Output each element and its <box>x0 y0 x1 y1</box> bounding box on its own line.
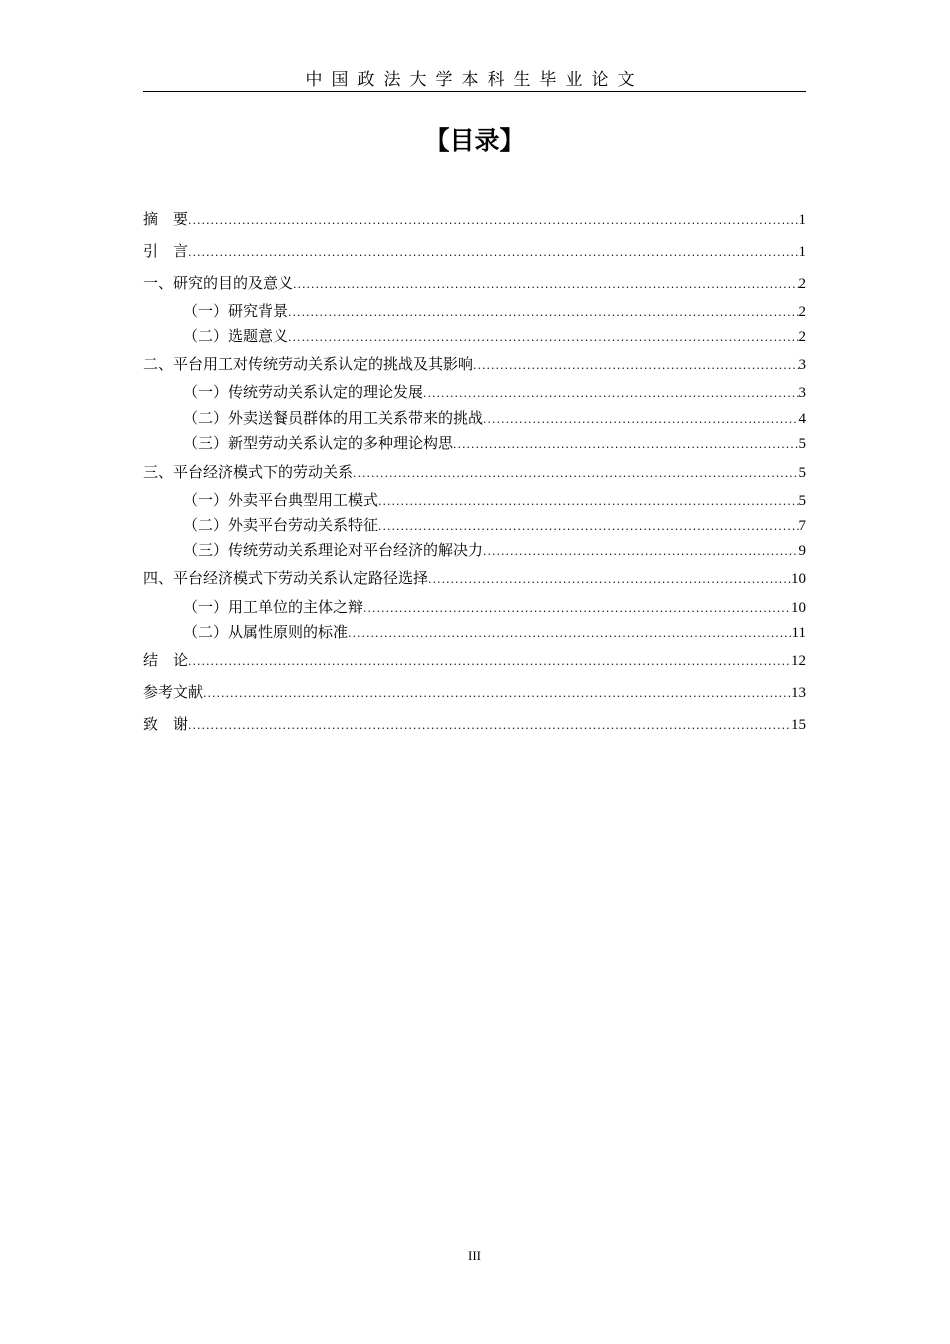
toc-entry-section-3-2[interactable] <box>183 514 806 536</box>
toc-leader-dots <box>288 302 798 324</box>
toc-entry-chapter-1[interactable] <box>143 272 806 294</box>
toc-entry-section-3-1[interactable] <box>183 489 806 511</box>
toc-leader-dots <box>188 651 791 673</box>
toc-entry-page: 10 <box>791 600 806 616</box>
toc-leader-dots <box>203 683 791 705</box>
toc-entry-page: 5 <box>798 493 806 509</box>
table-of-contents <box>143 0 806 760</box>
toc-entry-chapter-2[interactable] <box>143 353 806 375</box>
toc-leader-dots <box>473 355 798 377</box>
toc-leader-dots <box>293 274 798 296</box>
toc-entry-page: 10 <box>791 571 806 587</box>
toc-leader-dots <box>483 541 798 563</box>
toc-entry-page: 2 <box>798 276 806 292</box>
toc-entry-references[interactable] <box>143 681 806 703</box>
toc-entry-label: 三、平台经济模式下的劳动关系 <box>143 463 354 481</box>
toc-entry-page: 15 <box>791 717 806 733</box>
toc-entry-abstract[interactable] <box>143 208 806 230</box>
toc-entry-section-4-1[interactable] <box>183 596 806 618</box>
toc-entry-section-2-3[interactable] <box>183 432 806 454</box>
toc-entry-page: 4 <box>798 411 806 427</box>
toc-leader-dots <box>483 409 798 431</box>
toc-leader-dots <box>453 434 798 456</box>
toc-entry-page: 5 <box>798 465 806 481</box>
toc-entry-page: 1 <box>798 244 806 260</box>
toc-leader-dots <box>378 491 798 513</box>
toc-entry-label: 二、平台用工对传统劳动关系认定的挑战及其影响 <box>143 355 474 373</box>
toc-entry-chapter-4[interactable] <box>143 567 806 589</box>
toc-entry-label: （二）外卖平台劳动关系特征 <box>183 516 379 534</box>
toc-entry-label: 结 论 <box>143 651 189 669</box>
toc-entry-label: 四、平台经济模式下劳动关系认定路径选择 <box>143 569 429 587</box>
toc-leader-dots <box>348 623 792 645</box>
toc-title: 【目录】 <box>424 126 525 155</box>
toc-entry-label: （三）传统劳动关系理论对平台经济的解决力 <box>183 541 484 559</box>
toc-entry-label: （一）用工单位的主体之辩 <box>183 598 364 616</box>
toc-entry-section-2-2[interactable] <box>183 407 806 429</box>
toc-entry-label: 摘 要 <box>143 210 189 228</box>
toc-leader-dots <box>188 210 798 232</box>
toc-entry-label: （三）新型劳动关系认定的多种理论构思 <box>183 434 454 452</box>
toc-entry-label: 参考文献 <box>143 683 204 701</box>
toc-entry-page: 1 <box>798 212 806 228</box>
toc-entry-page: 9 <box>798 543 806 559</box>
toc-entry-section-1-1[interactable] <box>183 300 806 322</box>
toc-entry-label: （一）外卖平台典型用工模式 <box>183 491 379 509</box>
toc-entry-label: （二）外卖送餐员群体的用工关系带来的挑战 <box>183 409 484 427</box>
page-number: III <box>468 1248 481 1263</box>
toc-leader-dots <box>288 327 798 349</box>
toc-entry-page: 2 <box>798 329 806 345</box>
toc-leader-dots <box>423 383 798 405</box>
toc-entry-page: 11 <box>791 625 806 641</box>
toc-leader-dots <box>428 569 791 591</box>
toc-entry-section-1-2[interactable] <box>183 325 806 347</box>
toc-leader-dots <box>188 242 798 264</box>
toc-leader-dots <box>363 598 791 620</box>
toc-entry-page: 13 <box>791 685 806 701</box>
toc-entry-section-3-3[interactable] <box>183 539 806 561</box>
toc-entry-chapter-3[interactable] <box>143 461 806 483</box>
toc-entry-section-4-2[interactable] <box>183 621 806 643</box>
running-header: 中国政法大学本科生毕业论文 <box>305 70 644 90</box>
toc-leader-dots <box>353 463 798 485</box>
toc-entry-page: 3 <box>798 357 806 373</box>
toc-entry-label: 一、研究的目的及意义 <box>143 274 294 292</box>
toc-entry-label: （二）选题意义 <box>183 327 289 345</box>
toc-entry-page: 2 <box>798 304 806 320</box>
toc-entry-page: 5 <box>798 436 806 452</box>
toc-leader-dots <box>378 516 798 538</box>
toc-entry-section-2-1[interactable] <box>183 381 806 403</box>
toc-entry-conclusion[interactable] <box>143 649 806 671</box>
toc-entry-label: 致 谢 <box>143 715 189 733</box>
toc-entry-label: （一）传统劳动关系认定的理论发展 <box>183 383 424 401</box>
toc-entry-introduction[interactable] <box>143 240 806 262</box>
toc-entry-label: （二）从属性原则的标准 <box>183 623 349 641</box>
toc-entry-label: （一）研究背景 <box>183 302 289 320</box>
toc-entry-acknowledgements[interactable] <box>143 713 806 735</box>
toc-entry-page: 7 <box>798 518 806 534</box>
toc-entry-label: 引 言 <box>143 242 189 260</box>
toc-entry-page: 12 <box>791 653 806 669</box>
toc-entry-page: 3 <box>798 385 806 401</box>
toc-leader-dots <box>188 715 791 737</box>
